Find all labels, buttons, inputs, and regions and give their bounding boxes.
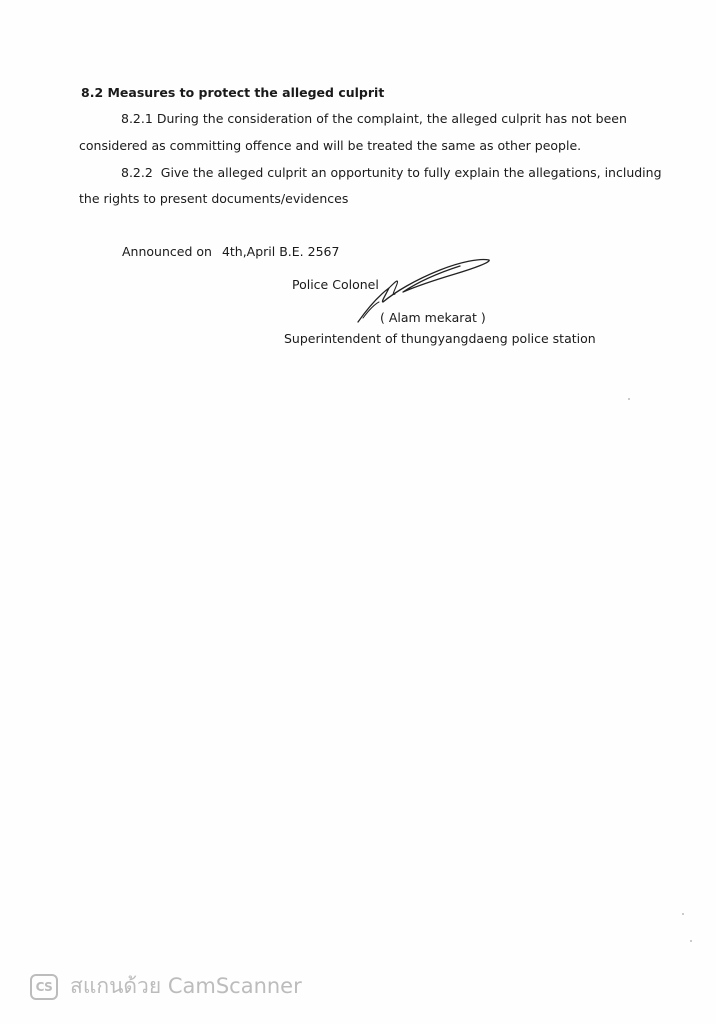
- justified-word: the: [332, 111, 353, 126]
- justified-word: alleged: [451, 111, 498, 126]
- justified-word: of: [316, 111, 329, 126]
- justified-word: has: [545, 111, 568, 126]
- justified-word: been: [595, 111, 627, 126]
- announcement-line: [122, 244, 339, 259]
- camscanner-watermark: [30, 970, 302, 1003]
- justified-word: consideration: [227, 111, 313, 126]
- camscanner-logo-icon: CS: [30, 974, 58, 1000]
- scan-speck: [682, 913, 684, 915]
- justified-word: culprit: [501, 111, 542, 126]
- justified-word: the: [426, 111, 448, 126]
- signatory-position: Superintendent of thungyangdaeng police station: [284, 331, 596, 346]
- announcement-date: 4th,April B.E. 2567: [221, 244, 340, 259]
- watermark-text: สแกนด้วย CamScanner: [70, 974, 302, 998]
- announcement-label: Announced on: [122, 244, 212, 259]
- signatory-rank: Police Colonel: [292, 277, 379, 292]
- item-8-2-2-line-2: the rights to present documents/evidences: [79, 191, 349, 206]
- scan-speck: [690, 940, 692, 942]
- item-8-2-1-line-2: considered as committing offence and will be treated the same as other people.: [79, 138, 582, 153]
- justified-word: complaint,: [356, 111, 423, 126]
- item-8-2-1-line-1: [121, 111, 627, 126]
- item-8-2-2-line-1: 8.2.2 Give the alleged culprit an opportunity to fully explain the allegations, including: [121, 165, 662, 180]
- justified-word: not: [571, 111, 592, 126]
- justified-word: 8.2.1: [121, 111, 153, 126]
- scan-speck: [628, 398, 630, 400]
- section-heading: 8.2 Measures to protect the alleged culprit: [81, 85, 385, 100]
- signatory-name: ( Alam mekarat ): [380, 310, 486, 325]
- justified-word: During: [156, 111, 199, 126]
- justified-word: the: [202, 111, 224, 126]
